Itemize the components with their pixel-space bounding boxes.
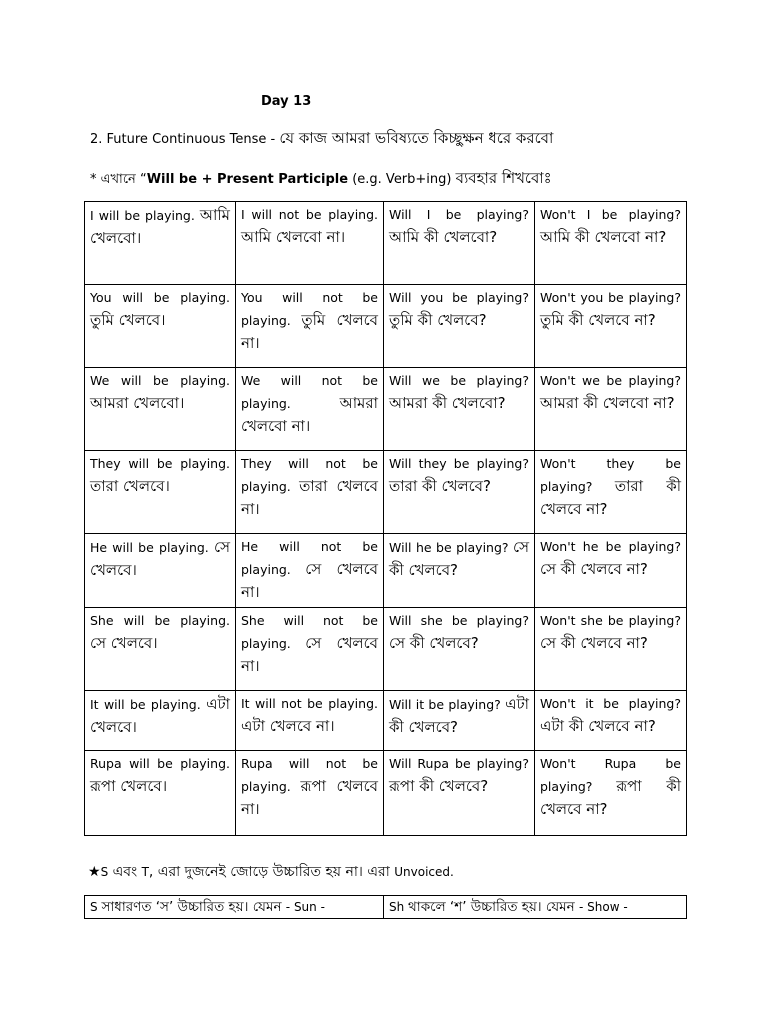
bengali-sentence: এটা কী খেলবে? <box>389 695 529 736</box>
table-cell <box>236 202 384 285</box>
table-cell <box>535 534 687 608</box>
english-sentence: Won't you be playing? <box>540 290 681 305</box>
bengali-sentence: সে কী খেলবে না? <box>540 634 648 652</box>
bengali-sentence: আমি কী খেলবো না? <box>540 228 667 246</box>
bengali-sentence: আমরা খেলবো। <box>90 394 185 412</box>
bengali-sentence: সে কী খেলবে না? <box>540 560 648 578</box>
english-sentence: Won't they be playing? <box>540 456 681 494</box>
english-sentence: Won't it be playing? <box>540 696 681 711</box>
table-cell <box>535 368 687 451</box>
table-cell <box>236 751 384 836</box>
table-cell <box>236 534 384 608</box>
english-sentence: They will not be playing. <box>241 456 378 494</box>
bengali-sentence: সে খেলবে। <box>90 634 158 652</box>
note-part1: এবং <box>108 864 142 880</box>
english-sentence: She will not be playing. <box>241 613 378 651</box>
bengali-sentence: আমি খেলবো না। <box>241 228 346 246</box>
sh-rule-cell <box>384 896 687 919</box>
table-cell <box>236 608 384 691</box>
pronunciation-table <box>84 895 687 919</box>
table-cell <box>535 691 687 751</box>
english-sentence: Won't she be playing? <box>540 613 681 628</box>
bengali-sentence: সে কী খেলবে? <box>389 634 479 652</box>
english-sentence: Will I be playing? <box>389 207 529 222</box>
bengali-sentence: এটা কী খেলবে না? <box>540 717 656 735</box>
bengali-sentence: তারা খেলবে। <box>90 477 170 495</box>
english-sentence: He will be playing. <box>90 540 209 555</box>
note-part2: , এরা দুজনেই জোড়ে উচ্চারিত হয় না। এরা <box>148 864 395 880</box>
bengali-sentence: রূপা খেলবে। <box>90 777 168 795</box>
table-cell <box>85 608 236 691</box>
sh-example: - Show - <box>579 900 628 914</box>
bengali-sentence: সে কী খেলবে? <box>389 538 530 579</box>
table-cell <box>384 751 535 836</box>
english-sentence: You will not be playing. <box>241 290 378 328</box>
english-sentence: I will not be playing. <box>241 207 378 222</box>
bengali-sentence: সে খেলবে না। <box>241 634 378 675</box>
s-rule-cell <box>85 896 384 919</box>
table-cell <box>85 202 236 285</box>
bengali-sentence: তারা কী খেলবে? <box>389 477 491 495</box>
table-row <box>85 534 687 608</box>
table-cell <box>85 691 236 751</box>
bengali-sentence: তারা কী খেলবে না? <box>540 477 681 518</box>
conjugation-table <box>84 201 687 836</box>
english-sentence: You will be playing. <box>90 290 230 305</box>
s-letter: S <box>100 865 109 879</box>
table-cell <box>535 285 687 368</box>
english-sentence: Will you be playing? <box>389 290 529 305</box>
bengali-sentence: রূপা কী খেলবে? <box>389 777 489 795</box>
table-cell <box>384 202 535 285</box>
rule-prefix: * এখানে “ <box>90 172 147 187</box>
table-cell <box>535 451 687 534</box>
table-cell <box>384 451 535 534</box>
pronunciation-note <box>88 860 454 884</box>
rule-example: (e.g. Verb+ing) <box>348 172 456 187</box>
tense-description: যে কাজ আমরা ভবিষ্যতে কিচ্ছুক্ষন ধরে করবো <box>279 129 554 147</box>
bengali-sentence: তুমি কী খেলবে না? <box>540 311 656 329</box>
table-cell <box>384 691 535 751</box>
table-cell <box>236 368 384 451</box>
bengali-sentence: সে খেলবে না। <box>241 560 378 601</box>
bengali-sentence: আমরা খেলবো না। <box>241 394 378 435</box>
table-row <box>85 451 687 534</box>
bengali-sentence: রূপা খেলবে না। <box>241 777 378 818</box>
t-letter: T <box>141 865 149 879</box>
english-sentence: Won't we be playing? <box>540 373 681 388</box>
s-prefix: S <box>90 900 102 914</box>
table-cell <box>236 451 384 534</box>
table-row <box>85 202 687 285</box>
rule-formula: Will be + Present Participle <box>146 172 349 187</box>
english-sentence: He will not be playing. <box>241 539 378 577</box>
bengali-sentence: রূপা কী খেলবে না? <box>540 777 681 818</box>
english-sentence: I will be playing. <box>90 208 195 223</box>
bengali-sentence: এটা খেলবে। <box>90 695 230 736</box>
english-sentence: Won't Rupa be playing? <box>540 756 681 794</box>
s-example: - Sun - <box>285 900 325 914</box>
bengali-sentence: এটা খেলবে না। <box>241 717 335 735</box>
english-sentence: We will not be playing. <box>241 373 378 411</box>
english-sentence: It will not be playing. <box>241 696 378 711</box>
table-row <box>85 751 687 836</box>
english-sentence: It will be playing. <box>90 697 201 712</box>
rule-line <box>90 167 552 192</box>
table-cell <box>85 368 236 451</box>
table-row <box>85 896 687 919</box>
table-cell <box>236 691 384 751</box>
day-heading: Day 13 <box>261 94 312 109</box>
table-cell <box>384 534 535 608</box>
rule-suffix: ব্যবহার শিখবোঃ <box>455 169 552 187</box>
bengali-sentence: সে খেলবে। <box>90 538 230 579</box>
table-cell <box>384 608 535 691</box>
table-cell <box>85 534 236 608</box>
english-sentence: Will we be playing? <box>389 373 529 388</box>
english-sentence: Will he be playing? <box>389 540 509 555</box>
english-sentence: Rupa will be playing. <box>90 756 230 771</box>
table-cell <box>85 285 236 368</box>
english-sentence: Rupa will not be playing. <box>241 756 378 794</box>
table-cell <box>384 368 535 451</box>
s-rule-text: সাধারণত ‘স’ উচ্চারিত হয়। যেমন <box>101 899 286 915</box>
bengali-sentence: তুমি খেলবে না। <box>241 311 378 352</box>
sh-prefix: Sh <box>389 900 409 914</box>
bengali-sentence: তুমি খেলবে। <box>90 311 166 329</box>
english-sentence: Will she be playing? <box>389 613 529 628</box>
bengali-sentence: আমরা কী খেলবো না? <box>540 394 675 412</box>
table-row <box>85 285 687 368</box>
table-row <box>85 368 687 451</box>
unvoiced-label: Unvoiced. <box>394 865 454 879</box>
bengali-sentence: আমরা কী খেলবো? <box>389 394 506 412</box>
table-cell <box>85 451 236 534</box>
table-cell <box>85 751 236 836</box>
table-cell <box>535 608 687 691</box>
table-cell <box>236 285 384 368</box>
tense-label: 2. Future Continuous Tense - <box>90 132 280 147</box>
english-sentence: We will be playing. <box>90 373 230 388</box>
star-icon: ★ <box>88 864 101 880</box>
bengali-sentence: তুমি কী খেলবে? <box>389 311 487 329</box>
table-cell <box>535 202 687 285</box>
english-sentence: Won't I be playing? <box>540 207 681 222</box>
bengali-sentence: আমি কী খেলবো? <box>389 228 498 246</box>
bengali-sentence: তারা খেলবে না। <box>241 477 378 518</box>
sh-rule-text: থাকলে ‘শ’ উচ্চারিত হয়। যেমন <box>408 899 580 915</box>
tense-title <box>90 127 553 152</box>
table-row <box>85 691 687 751</box>
table-cell <box>535 751 687 836</box>
english-sentence: Will they be playing? <box>389 456 529 471</box>
english-sentence: Will Rupa be playing? <box>389 756 529 771</box>
bengali-sentence: আমি খেলবো। <box>90 206 230 247</box>
english-sentence: They will be playing. <box>90 456 230 471</box>
english-sentence: She will be playing. <box>90 613 230 628</box>
english-sentence: Won't he be playing? <box>540 539 681 554</box>
english-sentence: Will it be playing? <box>389 697 501 712</box>
table-cell <box>384 285 535 368</box>
table-row <box>85 608 687 691</box>
